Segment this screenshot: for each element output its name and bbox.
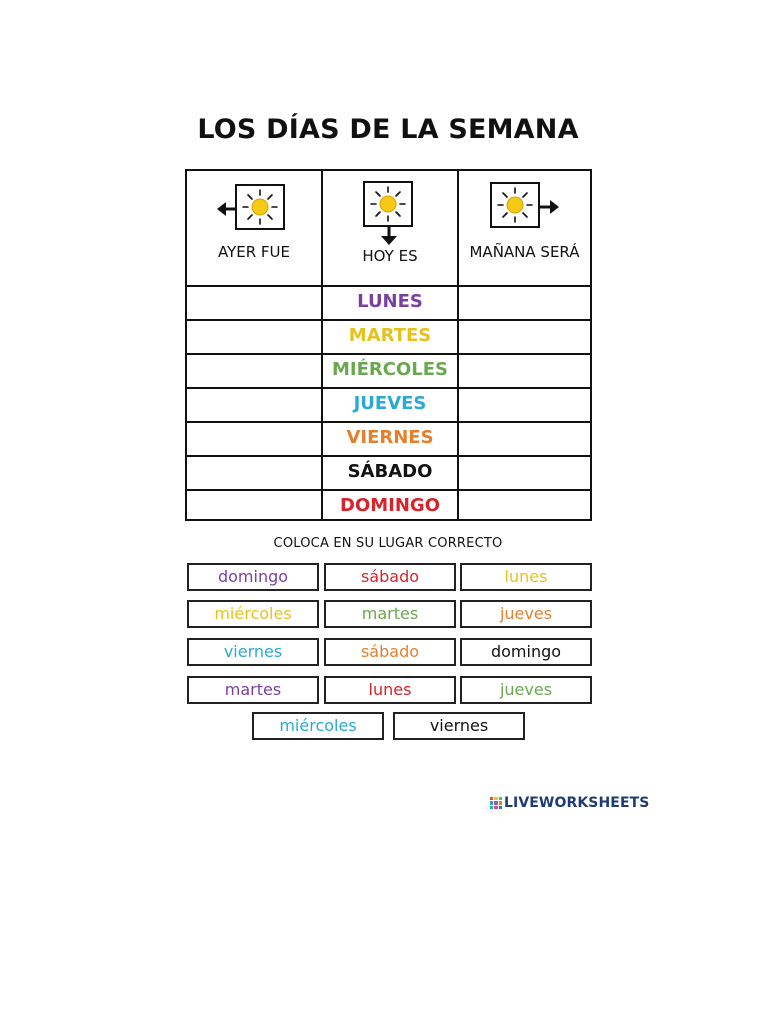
word-card[interactable]: martes — [187, 676, 319, 704]
arrow-down-icon — [379, 226, 399, 246]
header-label: HOY ES — [362, 247, 418, 265]
header-label: MAÑANA SERÁ — [469, 243, 580, 261]
day-cell: VIERNES — [346, 427, 434, 448]
day-cell: DOMINGO — [340, 495, 440, 516]
word-card[interactable]: lunes — [460, 563, 592, 591]
instructions: COLOCA EN SU LUGAR CORRECTO — [273, 536, 503, 551]
word-card[interactable]: miércoles — [252, 712, 384, 740]
yesterday-slot[interactable] — [187, 489, 321, 519]
yesterday-slot[interactable] — [187, 285, 321, 319]
tomorrow-slot[interactable] — [459, 421, 590, 455]
word-card[interactable]: jueves — [460, 600, 592, 628]
liveworksheets-logo — [490, 794, 649, 812]
logo-text: LIVEWORKSHEETS — [504, 795, 650, 811]
day-cell: SÁBADO — [347, 461, 433, 482]
day-cell: MIÉRCOLES — [331, 359, 448, 380]
tomorrow-slot[interactable] — [459, 489, 590, 519]
word-card[interactable]: domingo — [187, 563, 319, 591]
tomorrow-slot[interactable] — [459, 319, 590, 353]
tomorrow-slot[interactable] — [459, 353, 590, 387]
tomorrow-slot[interactable] — [459, 285, 590, 319]
day-cell: JUEVES — [353, 393, 427, 414]
day-cell: LUNES — [357, 291, 423, 312]
yesterday-slot[interactable] — [187, 353, 321, 387]
header-yesterday — [187, 171, 321, 285]
word-card[interactable]: sábado — [324, 638, 456, 666]
yesterday-slot[interactable] — [187, 387, 321, 421]
header-label: AYER FUE — [217, 243, 290, 261]
word-card[interactable]: miércoles — [187, 600, 319, 628]
arrow-right-icon — [539, 197, 559, 217]
word-card[interactable]: lunes — [324, 676, 456, 704]
word-card[interactable]: viernes — [187, 638, 319, 666]
tomorrow-slot[interactable] — [459, 387, 590, 421]
word-card[interactable]: viernes — [393, 712, 525, 740]
sun-icon — [363, 181, 413, 227]
sun-icon — [235, 184, 285, 230]
yesterday-slot[interactable] — [187, 421, 321, 455]
sun-icon — [490, 182, 540, 228]
logo-grid-icon — [490, 797, 502, 809]
yesterday-slot[interactable] — [187, 319, 321, 353]
arrow-left-icon — [217, 199, 237, 219]
page-title: LOS DÍAS DE LA SEMANA — [197, 114, 579, 145]
word-card[interactable]: jueves — [460, 676, 592, 704]
day-cell: MARTES — [348, 325, 432, 346]
word-card[interactable]: sábado — [324, 563, 456, 591]
header-today — [323, 171, 457, 285]
days-table — [185, 169, 592, 521]
word-card[interactable]: martes — [324, 600, 456, 628]
word-card[interactable]: domingo — [460, 638, 592, 666]
yesterday-slot[interactable] — [187, 455, 321, 489]
tomorrow-slot[interactable] — [459, 455, 590, 489]
header-tomorrow — [459, 171, 590, 285]
